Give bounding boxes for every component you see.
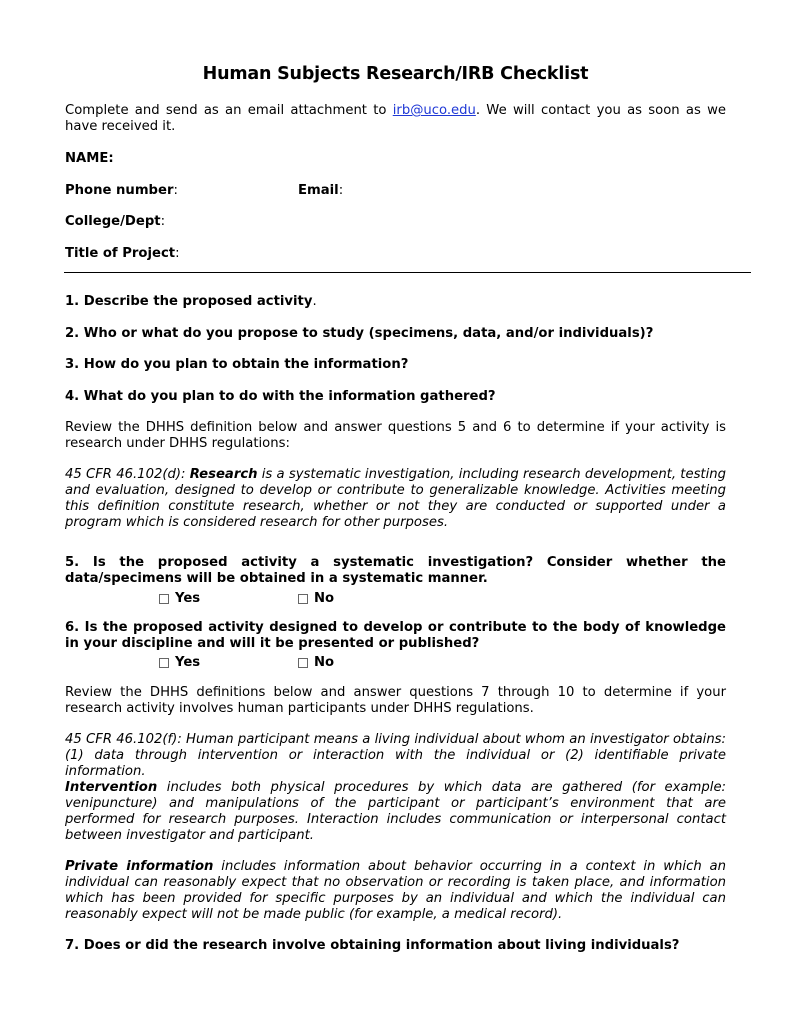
intro-text-before: Complete and send as an email attachment to [65,103,393,118]
research-definition [65,467,726,531]
q6-yes-checkbox[interactable] [159,658,169,668]
project-title-field: Title of Project: [65,246,180,261]
participant-definition: 45 CFR 46.102(f): Human participant means a living individual about whom an investigator obtains: (1) data through intervention or interaction with the individual or (2) identifiable private information. [65,732,726,779]
private-information-term: Private information [65,859,214,874]
intro-text-after: . We will contact you as soon as we have received it. [65,103,727,134]
q5-no-label: No [314,591,335,606]
private-information-definition [65,859,726,923]
intervention-term: Intervention [65,780,158,795]
q5-yes-checkbox[interactable] [159,594,169,604]
section-divider [64,272,751,273]
question-5: 5. Is the proposed activity a systematic investigation? Consider whether the data/specimens will be obtained in a systematic manner. [65,555,726,586]
email-field: Email: [298,183,344,198]
q6-yes-option[interactable] [159,655,200,670]
research-def-term: Research [189,467,258,482]
q5-yes-option[interactable] [159,591,200,606]
q5-no-checkbox[interactable] [298,594,308,604]
intervention-definition [65,780,726,844]
question-1: 1. Describe the proposed activity. [65,294,317,309]
name-field-label: NAME: [65,151,114,166]
college-field-label: College/Dept [65,214,161,229]
research-def-text: is a systematic investigation, including research development, testing and evaluation, designed to develop or contribute to generalizable knowledge. Activities meeting this definition constitute research, whether or not they are conducted or supported under a program which is considered research for other purposes. [65,467,726,530]
private-information-text: includes information about behavior occurring in a context in which an individual can reasonably expect that no observation or recording is taken place, and information which has been provided for specific purposes by an individual and which the individual can reasonably expect will not be made public (for example, a medical record). [65,859,726,922]
question-7: 7. Does or did the research involve obtaining information about living individuals? [65,938,680,953]
q5-yes-label: Yes [175,591,201,606]
question-2: 2. Who or what do you propose to study (specimens, data, and/or individuals)? [65,326,654,341]
email-field-label: Email [298,183,339,198]
intervention-text: includes both physical procedures by which data are gathered (for example: venipuncture) and manipulations of the participant or participant’s environment that are performed for research purposes. Interaction includes communication or interpersonal contact between investigator and participant. [65,780,726,843]
question-3: 3. How do you plan to obtain the information? [65,357,409,372]
question-6: 6. Is the proposed activity designed to develop or contribute to the body of knowledge in your discipline and will it be presented or published? [65,620,726,651]
q6-no-option[interactable] [298,655,334,670]
intro-paragraph [65,103,726,135]
page-title: Human Subjects Research/IRB Checklist [202,64,589,84]
research-def-prefix: 45 CFR 46.102(d): [65,467,190,482]
question-1-text: 1. Describe the proposed activity [65,294,313,309]
review-paragraph-2: Review the DHHS definitions below and answer questions 7 through 10 to determine if your research activity involves human participants under DHHS regulations. [65,685,726,716]
phone-colon: : [173,183,178,198]
contact-row [65,183,726,199]
review-paragraph-1: Review the DHHS definition below and answer questions 5 and 6 to determine if your activity is research under DHHS regulations: [65,420,726,451]
q6-yes-label: Yes [175,655,201,670]
q5-no-option[interactable] [298,591,334,606]
question-4: 4. What do you plan to do with the information gathered? [65,389,496,404]
q6-no-checkbox[interactable] [298,658,308,668]
q6-no-label: No [314,655,335,670]
college-field: College/Dept: [65,214,166,229]
project-title-label: Title of Project [65,246,176,261]
irb-email-link[interactable]: irb@uco.edu [392,103,476,118]
phone-field-label: Phone number [65,183,174,198]
